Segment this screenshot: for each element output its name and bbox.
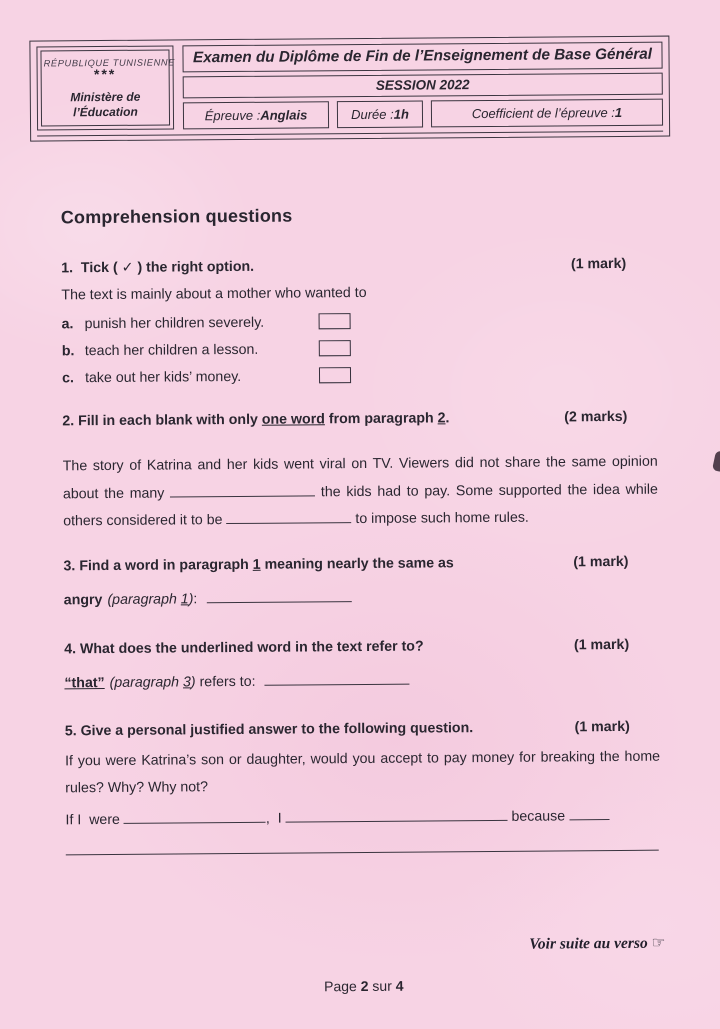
stars-ornament: *** (93, 65, 117, 83)
q3-answer-blank[interactable] (206, 589, 351, 603)
option-row-c (62, 360, 657, 392)
q4-ref-num: 3 (182, 673, 191, 690)
ministry-line-1: Ministère de (70, 89, 141, 105)
q2-passage-b: the kids had to pay. Some supported the idea while others considered it to be (63, 481, 658, 530)
q3-ref-a: (paragraph (107, 590, 181, 608)
q1-text-b: ) the right option. (133, 258, 255, 276)
header-right-column (182, 42, 663, 130)
ministry-box (36, 45, 174, 130)
exam-header (29, 36, 670, 142)
q4-ref-a: (paragraph (109, 673, 184, 691)
q2-text-c: . (445, 410, 450, 427)
option-b-letter: b. (61, 342, 75, 359)
verso-note (529, 934, 665, 954)
question-1-prompt (61, 254, 571, 278)
q5-continuation-line[interactable] (66, 849, 659, 855)
exam-title (182, 42, 662, 73)
epreuve-label: Épreuve : (204, 107, 261, 124)
ministry-box-inner (40, 49, 176, 126)
coefficient-cell (431, 99, 663, 128)
q2-marks-label: (2 marks) (564, 408, 628, 426)
q2-text-b: from paragraph (324, 410, 438, 428)
q5-answer-row (65, 804, 660, 831)
option-c-text: take out her kids’ money. (84, 368, 242, 386)
q3-marks-label: (1 mark) (573, 553, 629, 570)
q2-paragraph-ref: 2 (437, 410, 446, 427)
option-a-checkbox[interactable] (319, 313, 351, 329)
page-total: 4 (395, 977, 404, 994)
question-4-heading (64, 634, 659, 659)
q4-answer-line (64, 667, 659, 694)
session-year: 2022 (439, 77, 470, 93)
page-number (4, 975, 720, 997)
question-1-intro: The text is mainly about a mother who wanted to (61, 284, 367, 304)
exam-header-inner (36, 42, 663, 137)
tick-icon: ✓ (121, 259, 134, 276)
question-5-prompt: 5. Give a personal justified answer to the following question. (64, 719, 474, 739)
q4-answer-blank[interactable] (264, 671, 409, 685)
q5-answer-blank-1[interactable] (124, 809, 266, 823)
q4-keyword: “that” (64, 674, 105, 691)
q2-underlined-phrase: one word (261, 411, 325, 428)
q3-text-a: 3. Find a word in paragraph (63, 556, 253, 574)
verso-text: Voir suite au verso (529, 934, 652, 953)
session-box (183, 73, 663, 99)
option-c-letter: c. (61, 369, 74, 386)
coefficient-value: 1 (614, 104, 623, 120)
question-5-heading (65, 716, 660, 741)
ministry-line-2: l’Éducation (73, 104, 138, 120)
question-5-paragraph: If you were Katrina’s son or daughter, would you accept to pay money for breaking the home rules? Why? Why not? (64, 748, 661, 797)
q1-marks-label: (1 mark) (570, 255, 627, 273)
q2-text-a: 2. Fill in each blank with only (62, 411, 262, 430)
q2-answer-blank-2[interactable] (226, 510, 351, 524)
page-current: 2 (360, 977, 369, 995)
q5-answer-blank-2[interactable] (285, 807, 507, 822)
q4-ref-b: ) (190, 673, 196, 690)
question-2-paragraph (63, 449, 659, 536)
q3-paragraph-ref: 1 (252, 556, 261, 573)
q4-marks-label: (1 mark) (573, 636, 630, 653)
q2-passage-a: The story of Katrina and her kids went viral on TV. Viewers did not share the same opinion about the many (62, 453, 658, 502)
q2-passage-c: to impose such home rules. (351, 509, 529, 528)
q5-stem-a: If I were (65, 811, 124, 828)
q3-text-b: meaning nearly the same as (260, 554, 454, 573)
duree-cell (337, 100, 423, 128)
question-3-heading (63, 551, 658, 576)
pointing-hand-icon: ☞ (651, 933, 666, 952)
q1-text-a: 1. Tick ( (61, 259, 122, 277)
option-b-checkbox[interactable] (319, 340, 351, 356)
epreuve-value: Anglais (260, 107, 308, 123)
q5-stem-c: because (507, 807, 570, 825)
q3-keyword: angry (63, 591, 103, 608)
republic-label: RÉPUBLIQUE TUNISIENNE (43, 57, 176, 69)
question-1-options (62, 306, 658, 392)
ministry-name (44, 90, 167, 121)
page-word: Page (324, 978, 361, 995)
section-title: Comprehension questions (60, 205, 293, 228)
q2-answer-blank-1[interactable] (170, 483, 315, 497)
q3-ref-num: 1 (180, 590, 189, 607)
duree-label: Durée : (351, 106, 394, 123)
coefficient-label: Coefficient de l’épreuve : (471, 104, 615, 122)
question-4-prompt: 4. What does the underlined word in the text refer to? (64, 638, 424, 657)
exam-title-text: Examen du Diplôme de Fin de l’Enseignement de Base Général (192, 45, 653, 67)
option-a-letter: a. (61, 315, 74, 332)
duree-value: 1h (393, 106, 409, 122)
q3-colon: : (193, 590, 202, 607)
q3-ref-b: ) (188, 590, 194, 607)
q5-marks-label: (1 mark) (574, 718, 630, 735)
q5-answer-blank-3[interactable] (569, 807, 609, 820)
question-3-prompt (63, 552, 573, 576)
epreuve-cell (183, 101, 329, 129)
question-1-heading (61, 254, 656, 279)
page-sur: sur (368, 977, 396, 994)
exam-meta-row (183, 99, 663, 130)
session-label: SESSION (375, 77, 440, 93)
option-c-checkbox[interactable] (319, 367, 351, 383)
q4-refers-to: refers to: (195, 673, 260, 690)
q3-answer-line (64, 584, 659, 611)
questions-section (61, 203, 661, 855)
q5-stem-b: , I (265, 810, 286, 827)
question-2-prompt (62, 407, 564, 431)
question-2-heading (62, 407, 657, 432)
option-a-text: punish her children severely. (84, 314, 265, 332)
option-b-text: teach her children a lesson. (84, 341, 259, 359)
